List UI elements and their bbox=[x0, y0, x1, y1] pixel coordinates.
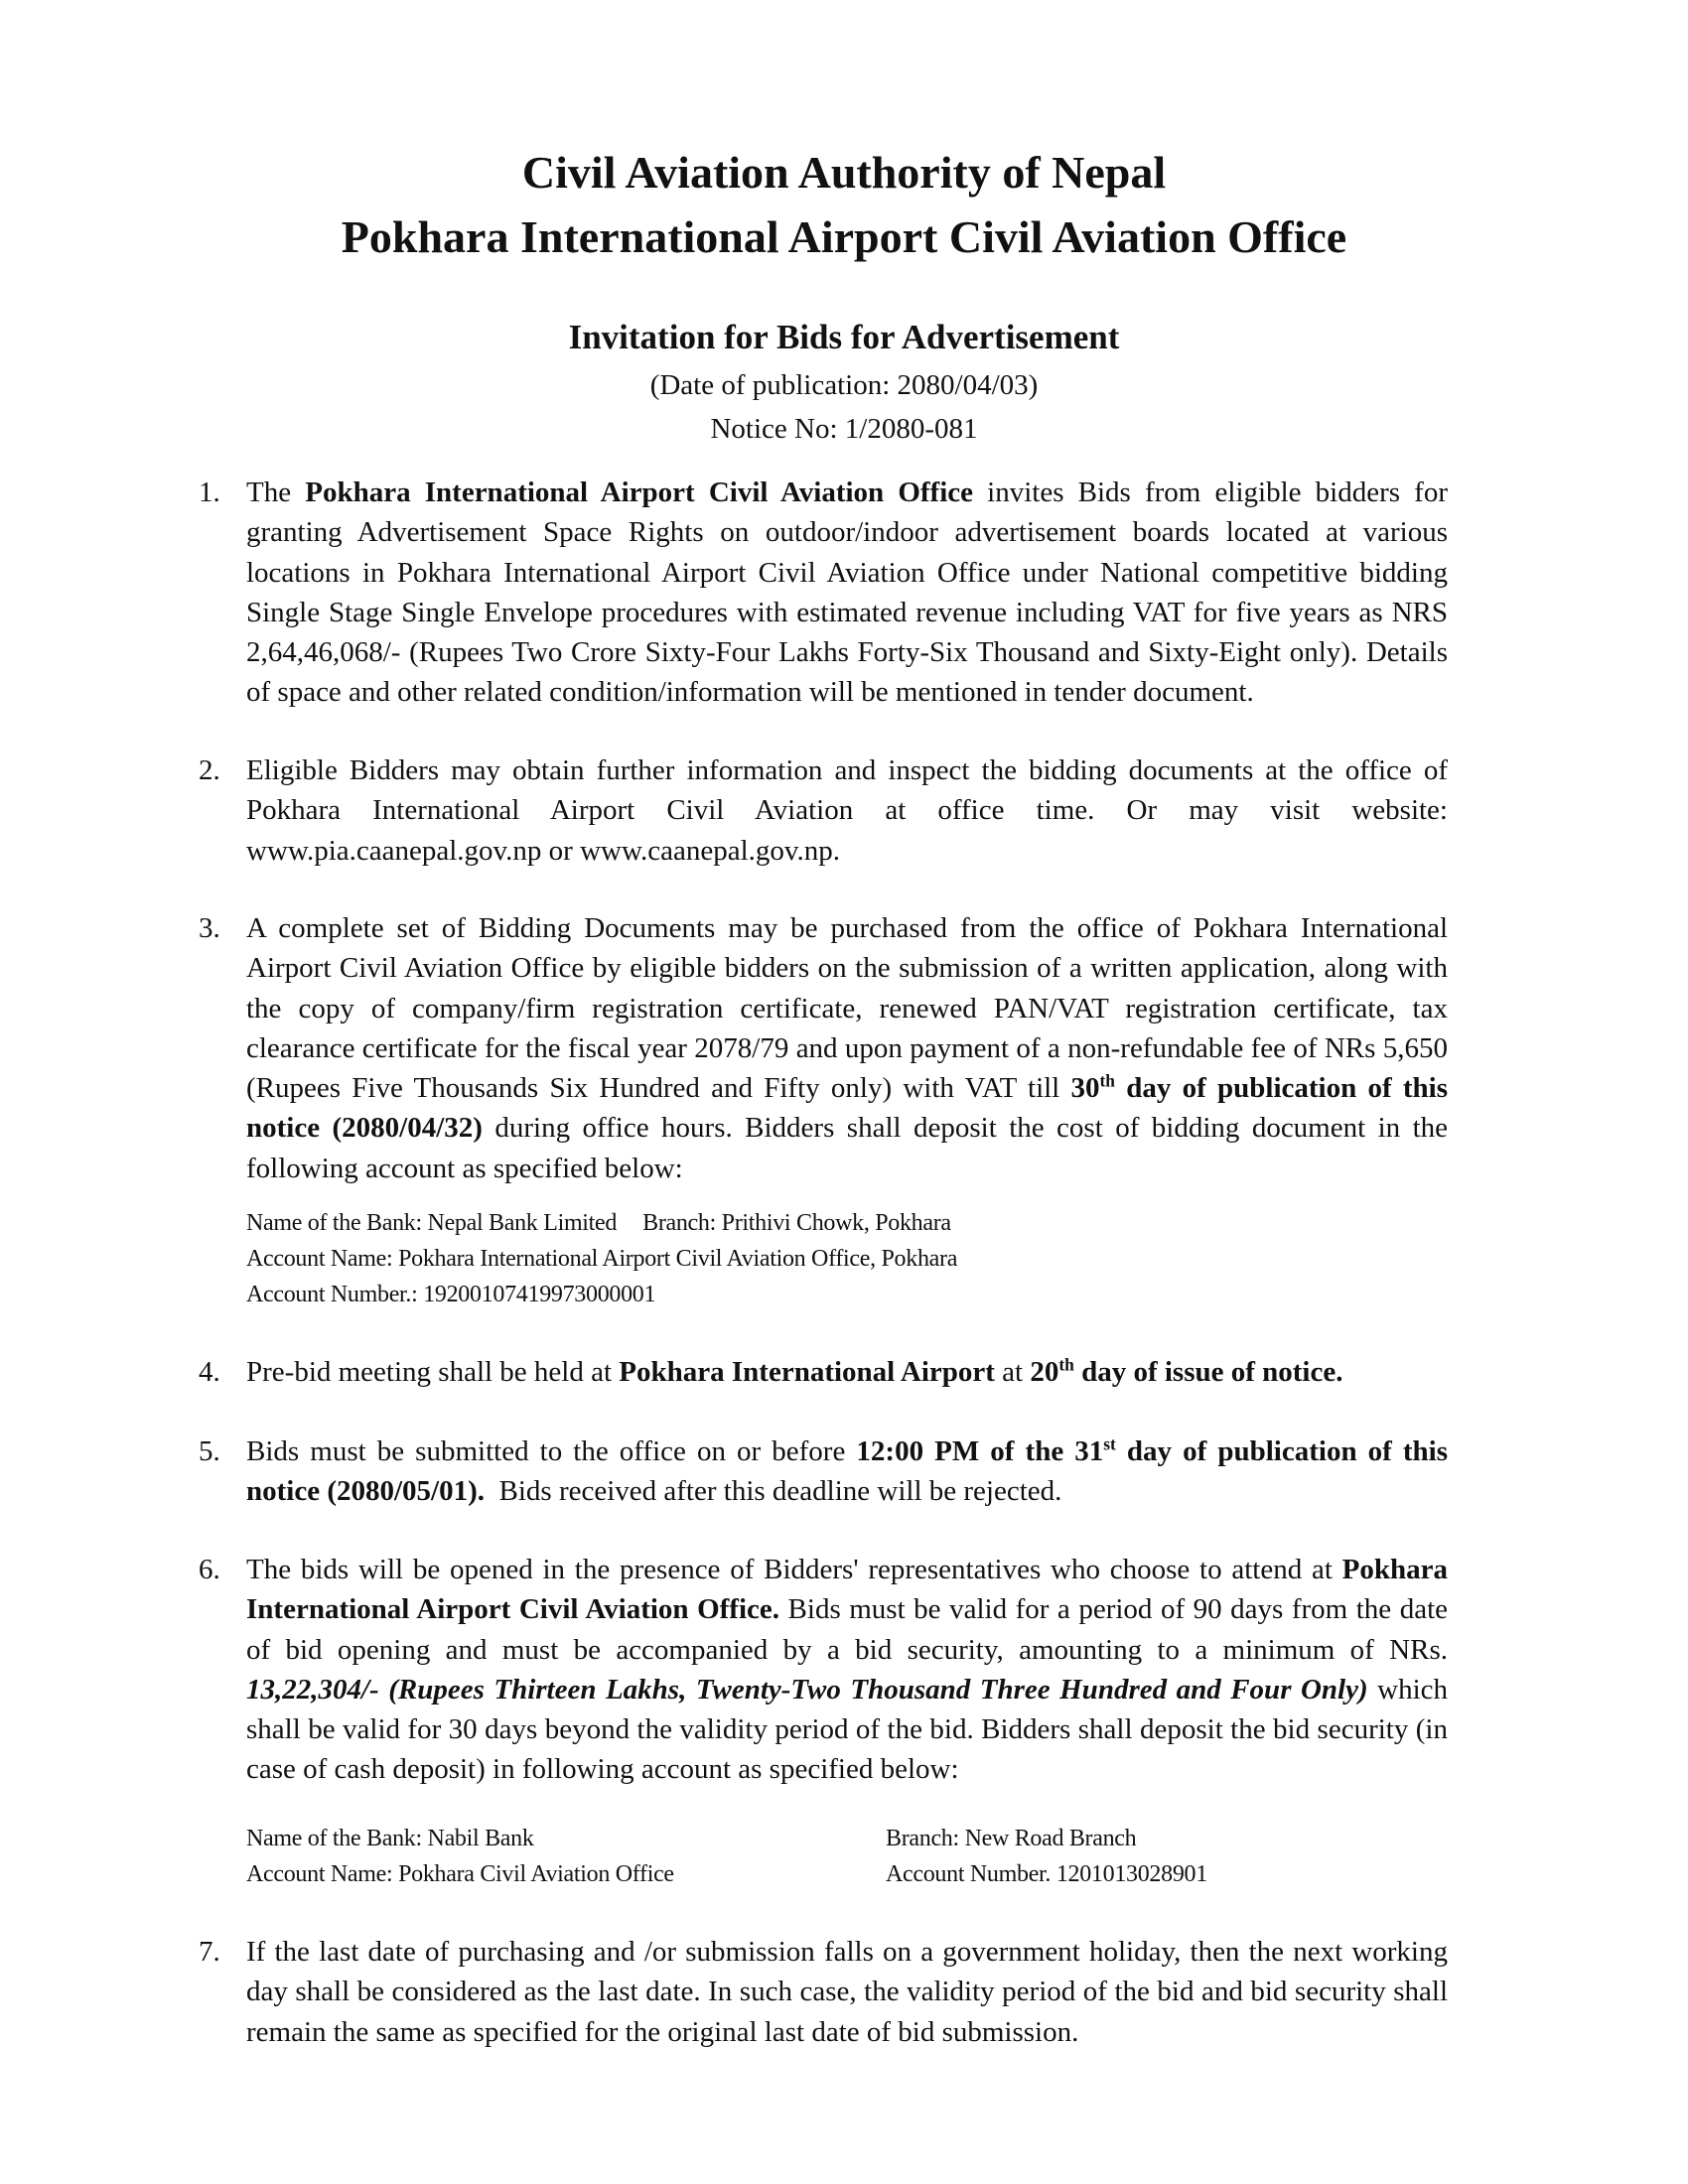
bank-name: Name of the Bank: Nepal Bank Limited bbox=[246, 1210, 618, 1236]
bold-office-name: Pokhara International Airport Civil Aviation Office bbox=[305, 477, 974, 508]
text-run: Bids must be submitted to the office on or before bbox=[246, 1435, 857, 1467]
item-number: 3. bbox=[199, 912, 220, 944]
bank-branch: Branch: New Road Branch bbox=[886, 1826, 1137, 1851]
bold-office-name: Pokhara International Airport Civil Aviation Office. bbox=[246, 1554, 1448, 1626]
bank-name: Name of the Bank: Nabil Bank bbox=[246, 1826, 534, 1851]
office-title: Pokhara International Airport Civil Aviation Office bbox=[341, 211, 1347, 262]
text-run: 30 bbox=[1070, 1072, 1100, 1105]
text-run: The bbox=[246, 477, 306, 508]
ordinal-suffix: th bbox=[1099, 1070, 1115, 1091]
item-number: 6. bbox=[199, 1554, 220, 1585]
list-item-4 bbox=[199, 1352, 1448, 1392]
text-run: Bids must be valid for a period of 90 days from the date of bid opening and must be accompanied by a bid security, amounting to a minimum of NRs. bbox=[246, 1593, 1448, 1666]
item-number: 7. bbox=[199, 1936, 220, 1968]
bank-details-security bbox=[246, 1821, 1448, 1892]
list-item-1 bbox=[199, 473, 1448, 713]
bank-line bbox=[246, 1205, 957, 1241]
bid-security-amount: 13,22,304/- (Rupees Thirteen Lakhs, Twenty-Two Thousand Three Hundred and Four Only) bbox=[246, 1673, 1368, 1706]
text-run: day of publication of this notice (2080/04/32) bbox=[246, 1072, 1448, 1145]
list-item-2 bbox=[199, 751, 1448, 871]
text-run: invites Bids from eligible bidders for granting Advertisement Space Rights on outdoor/indoor advertisement boards located at various locations in Pokhara International Airport Civil Aviation Office under National competitive bidding Single Stage Single Envelope procedures with estimated revenue including VAT for five years as NRS 2,64,46,068/- (Rupees Two Crore Sixty-Four Lakhs Forty-Six Thousand and Sixty-Eight only). Details of space and other related condition/information will be mentioned in tender document. bbox=[246, 477, 1448, 709]
text-run: Eligible Bidders may obtain further information and inspect the bidding documents at the office of Pokhara International Airport Civil Aviation at office time. Or may visit website: www.pia.caanepal.gov.np or www.caanepal.gov.np. bbox=[246, 754, 1448, 867]
list-item-5 bbox=[199, 1432, 1448, 1512]
item-text bbox=[246, 751, 1448, 871]
item-text bbox=[246, 1352, 1448, 1392]
publication-date: (Date of publication: 2080/04/03) bbox=[649, 369, 1039, 401]
item-text bbox=[246, 908, 1448, 1188]
ordinal-suffix: th bbox=[1058, 1354, 1074, 1375]
item-number: 2. bbox=[199, 754, 220, 786]
item-text bbox=[246, 1932, 1448, 2052]
account-name: Account Name: Pokhara International Airport Civil Aviation Office, Pokhara bbox=[246, 1246, 958, 1272]
organization-title: Civil Aviation Authority of Nepal bbox=[521, 147, 1167, 198]
bank-branch: Branch: Prithivi Chowk, Pokhara bbox=[642, 1210, 951, 1236]
account-line bbox=[246, 1856, 1448, 1892]
list-item-7 bbox=[199, 1932, 1448, 2052]
account-name: Account Name: Pokhara Civil Aviation Office bbox=[246, 1861, 674, 1887]
bank-details-purchase bbox=[246, 1205, 957, 1312]
list-item-6 bbox=[199, 1550, 1448, 1790]
text-run: The bids will be opened in the presence of Bidders' representatives who choose to attend at bbox=[246, 1554, 1342, 1585]
list-item-3 bbox=[199, 908, 1448, 1188]
item-text bbox=[246, 473, 1448, 713]
text-run: 12:00 PM of the 31 bbox=[856, 1435, 1104, 1467]
text-run: day of issue of notice. bbox=[1073, 1356, 1343, 1388]
text-run: at bbox=[994, 1356, 1031, 1388]
bold-location: Pokhara International Airport bbox=[619, 1356, 995, 1388]
text-run: If the last date of purchasing and /or submission falls on a government holiday, then the next working day shall be considered as the last date. In such case, the validity period of the bid and bid security shall remain the same as specified for the original last date of bid submission. bbox=[246, 1936, 1448, 2048]
notice-number: Notice No: 1/2080-081 bbox=[710, 413, 978, 445]
bank-line bbox=[246, 1821, 1448, 1856]
notice-title: Invitation for Bids for Advertisement bbox=[568, 318, 1120, 356]
text-run: A complete set of Bidding Documents may be purchased from the office of Pokhara International Airport Civil Aviation Office by eligible bidders on the submission of a written application, along with the copy of company/firm registration certificate, renewed PAN/VAT registration certificate, tax clearance certificate for the fiscal year 2078/79 and upon payment of a non-refundable fee of NRs 5,650 (Rupees Five Thousands Six Hundred and Fifty only) with VAT till bbox=[246, 912, 1448, 1105]
item-number: 5. bbox=[199, 1435, 220, 1467]
item-number: 1. bbox=[199, 477, 220, 508]
text-run: Pre-bid meeting shall be held at bbox=[246, 1356, 620, 1388]
text-run: during office hours. Bidders shall deposit the cost of bidding document in the following account as specified below: bbox=[246, 1112, 1449, 1184]
text-run: 20 bbox=[1030, 1356, 1059, 1388]
text-run: day of publication of this notice (2080/05/01). bbox=[246, 1435, 1449, 1508]
item-text bbox=[246, 1432, 1448, 1512]
account-number: Account Number.: 19200107419973000001 bbox=[246, 1282, 656, 1307]
account-number: Account Number. 1201013028901 bbox=[886, 1861, 1207, 1887]
text-run: Bids received after this deadline will be rejected. bbox=[485, 1475, 1062, 1508]
ordinal-suffix: st bbox=[1103, 1433, 1116, 1454]
bold-meeting-day bbox=[1030, 1356, 1342, 1388]
text-run: which shall be valid for 30 days beyond the validity period of the bid. Bidders shall deposit the bid security (in case of cash deposit) in following account as specified below: bbox=[246, 1673, 1449, 1786]
item-text bbox=[246, 1550, 1448, 1790]
item-number: 4. bbox=[199, 1356, 220, 1388]
